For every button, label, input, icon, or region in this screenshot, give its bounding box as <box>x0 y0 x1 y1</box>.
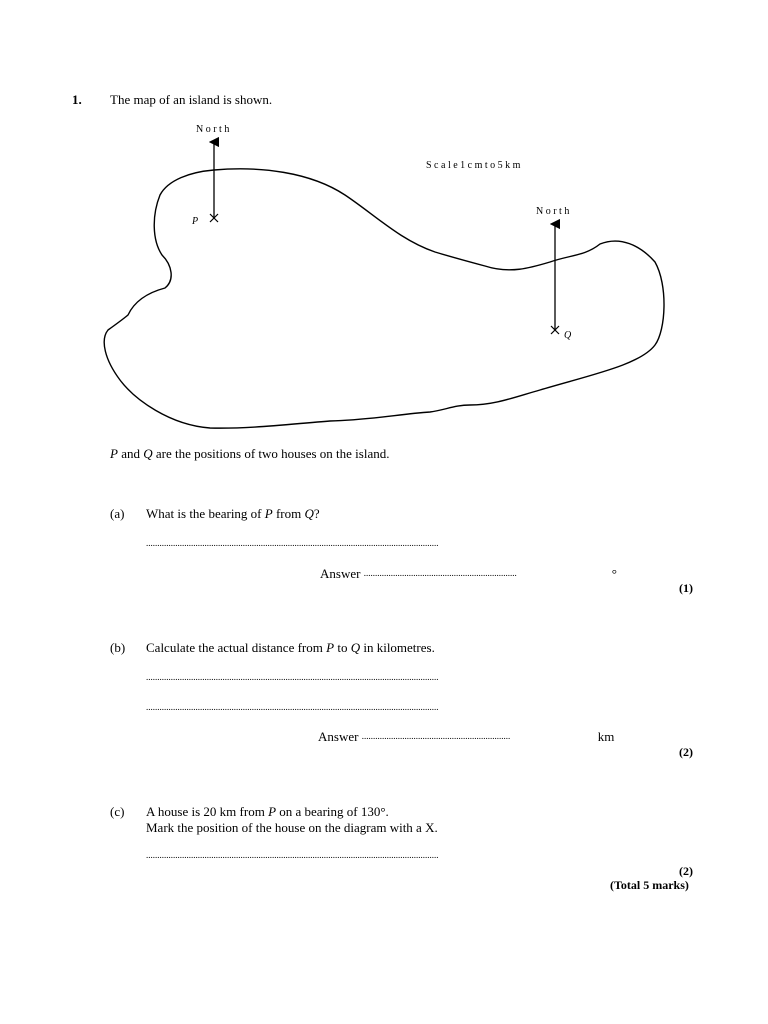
part-b-marks: (2) <box>679 745 693 759</box>
part-a-q: Q <box>304 506 314 521</box>
island-outline <box>104 169 664 428</box>
part-a-answer-label: Answer <box>320 566 361 581</box>
part-c-line1-a: A house is 20 km from <box>146 804 269 819</box>
part-a-answer-line[interactable]: .................................................................... <box>363 568 517 578</box>
part-a-text-1: What is the bearing of <box>146 506 265 521</box>
part-b-p: P <box>326 640 335 655</box>
question-number: 1. <box>72 92 82 107</box>
island-map <box>0 0 768 440</box>
part-b-text-3: in kilometres. <box>360 640 435 655</box>
part-c-line-1 <box>146 804 389 820</box>
question-intro: The map of an island is shown. <box>110 92 273 107</box>
statement-q: Q <box>143 446 153 461</box>
part-b-answer-label: Answer <box>318 729 359 744</box>
part-c-label: (c) <box>110 804 125 819</box>
north-label-q: N o r t h <box>536 206 570 217</box>
part-b-question <box>146 640 435 656</box>
part-b-unit: km <box>597 729 615 744</box>
part-c-p: P <box>268 804 277 819</box>
part-a-unit: ° <box>611 566 617 581</box>
part-a-p: P <box>264 506 273 521</box>
statement-p: P <box>110 446 118 461</box>
part-b-working-line-2[interactable]: .................................................................................................................................. <box>146 702 439 712</box>
part-a-label: (a) <box>110 506 125 521</box>
statement <box>110 446 389 462</box>
part-b-q: Q <box>350 640 361 655</box>
part-a-question <box>146 506 320 522</box>
point-q-label: Q <box>564 330 572 341</box>
part-a-answer <box>320 566 617 582</box>
scale-text: S c a l e 1 c m t o 5 k m <box>426 160 521 171</box>
part-b-label: (b) <box>110 640 126 655</box>
part-b-text-1: Calculate the actual distance from <box>146 640 327 655</box>
statement-rest: are the positions of two houses on the island. <box>152 446 390 461</box>
part-b-working-line-1[interactable]: .................................................................................................................................. <box>146 672 439 682</box>
part-a-working-line[interactable]: .................................................................................................................................. <box>146 538 439 548</box>
total-marks: (Total 5 marks) <box>610 878 689 892</box>
north-label-p: N o r t h <box>196 124 230 135</box>
part-c-line-2: Mark the position of the house on the diagram with a X. <box>146 820 438 835</box>
part-c-working-line[interactable]: .................................................................................................................................. <box>146 850 439 860</box>
statement-mid: and <box>117 446 144 461</box>
part-a-text-3: ? <box>313 506 320 521</box>
part-c-marks: (2) <box>679 864 693 878</box>
part-a-marks: (1) <box>679 581 693 595</box>
part-b-text-2: to <box>334 640 351 655</box>
part-c-line1-b: on a bearing of 130°. <box>276 804 389 819</box>
part-b-answer-line[interactable]: .................................................................. <box>361 731 511 741</box>
part-b-answer <box>318 729 614 745</box>
point-p-label: P <box>192 216 199 227</box>
part-a-text-2: from <box>272 506 305 521</box>
